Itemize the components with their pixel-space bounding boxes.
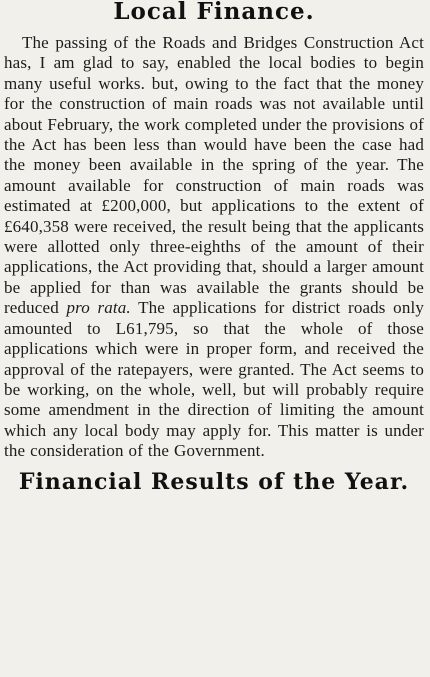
article-italic-phrase: pro rata. (66, 298, 131, 318)
next-section-title: Financial Results of the Year. (18, 468, 410, 495)
article-body-text-part-1: The passing of the Roads and Bridges Construction Act has, I am glad to say, enabled the local bodies to begin many useful works. but, owing to the fact that the money for the construction of main roads was not available until about February, the work completed under the provisions of the Act has been less than would have been the case had the money been available in the spring of the year. The amount available for construction of main roads was estimated at £200,000, but applications to the extent of £640,358 were received, the result being that the applicants were allotted only three-eighths of the amount of their applications, the Act providing that, should a larger amount be applied for than was available the grants should be reduced (4, 33, 424, 318)
article-body (4, 33, 424, 462)
article-title: Local Finance. (113, 0, 315, 25)
article-body-text-part-2: The applications for district roads only amounted to L61,795, so that the whole of those applications which were in proper form, and received the approval of the ratepayers, were granted. The Act seems to be working, on the whole, well, but will probably require some amendment in the direction of limiting the amount which any local body may apply for. This matter is under the consideration of the Government. (4, 298, 424, 461)
